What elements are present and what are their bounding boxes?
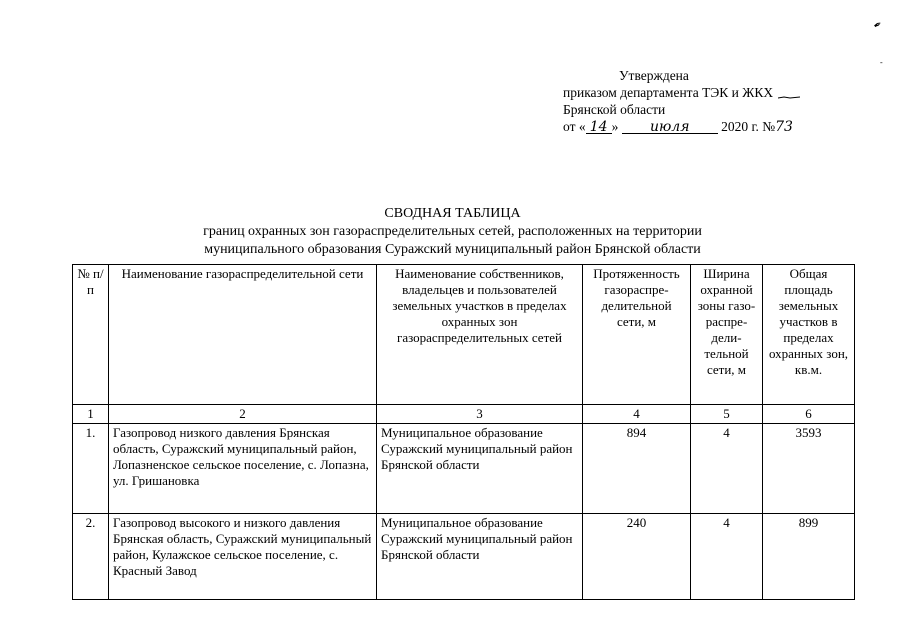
scan-mark: ✒ [871, 18, 885, 33]
network-name: Газопровод низкого давления Брянская область, Суражский муниципальный район, Лопазненское сельское поселение, с. Лопазна, ул. Гришановка [109, 424, 377, 514]
number-prefix: № [762, 119, 776, 134]
zone-area: 3593 [763, 424, 855, 514]
header-number: № п/п [73, 265, 109, 405]
signature-mark [778, 96, 800, 99]
header-width: Ширина охранной зоны газо-распре-дели-тельной сети, м [691, 265, 763, 405]
table-row [73, 424, 855, 514]
date-mid: » [611, 119, 619, 134]
header-area: Общая площадь земельных участков в пределах охранных зон, кв.м. [763, 265, 855, 405]
table-row [73, 514, 855, 600]
col-number: 5 [691, 405, 763, 424]
scan-dot: - [880, 58, 883, 67]
header-owner: Наименование собственников, владельцев и пользователей земельных участков в пределах охранных зон газораспределительных сетей [377, 265, 583, 405]
approval-date-line [563, 118, 893, 136]
network-name: Газопровод высокого и низкого давления Брянская область, Суражский муниципальный район, Кулажское сельское поселение, с. Красный Завод [109, 514, 377, 600]
approval-stamp [563, 67, 893, 136]
approval-region: Брянской области [563, 102, 666, 117]
owner-name: Муниципальное образование Суражский муниципальный район Брянской области [377, 514, 583, 600]
row-number: 1. [73, 424, 109, 514]
col-number: 2 [109, 405, 377, 424]
zone-area: 899 [763, 514, 855, 600]
col-number: 4 [583, 405, 691, 424]
document-subtitle-line1: границ охранных зон газораспределительных сетей, расположенных на территории [203, 224, 702, 239]
network-length: 240 [583, 514, 691, 600]
network-length: 894 [583, 424, 691, 514]
col-number: 1 [73, 405, 109, 424]
date-prefix: от « [563, 119, 586, 134]
boundaries-table [72, 264, 855, 600]
zone-width: 4 [691, 424, 763, 514]
handwritten-number: 73 [775, 119, 793, 135]
header-network: Наименование газораспределительной сети [109, 265, 377, 405]
handwritten-day: 14 [589, 119, 608, 135]
table-header-row [73, 265, 855, 405]
column-number-row [73, 405, 855, 424]
row-number: 2. [73, 514, 109, 600]
header-length: Протяженность газораспре-делительной сети, м [583, 265, 691, 405]
col-number: 3 [377, 405, 583, 424]
zone-width: 4 [691, 514, 763, 600]
document-subtitle-line2: муниципального образования Суражский муниципальный район Брянской области [204, 242, 701, 257]
approval-order: приказом департамента ТЭК и ЖКХ [563, 85, 774, 100]
approval-title: Утверждена [619, 68, 689, 83]
handwritten-month: июля [649, 119, 690, 135]
owner-name: Муниципальное образование Суражский муниципальный район Брянской области [377, 424, 583, 514]
document-title: СВОДНАЯ ТАБЛИЦА [384, 206, 521, 221]
date-year: 2020 г. [721, 119, 759, 134]
col-number: 6 [763, 405, 855, 424]
